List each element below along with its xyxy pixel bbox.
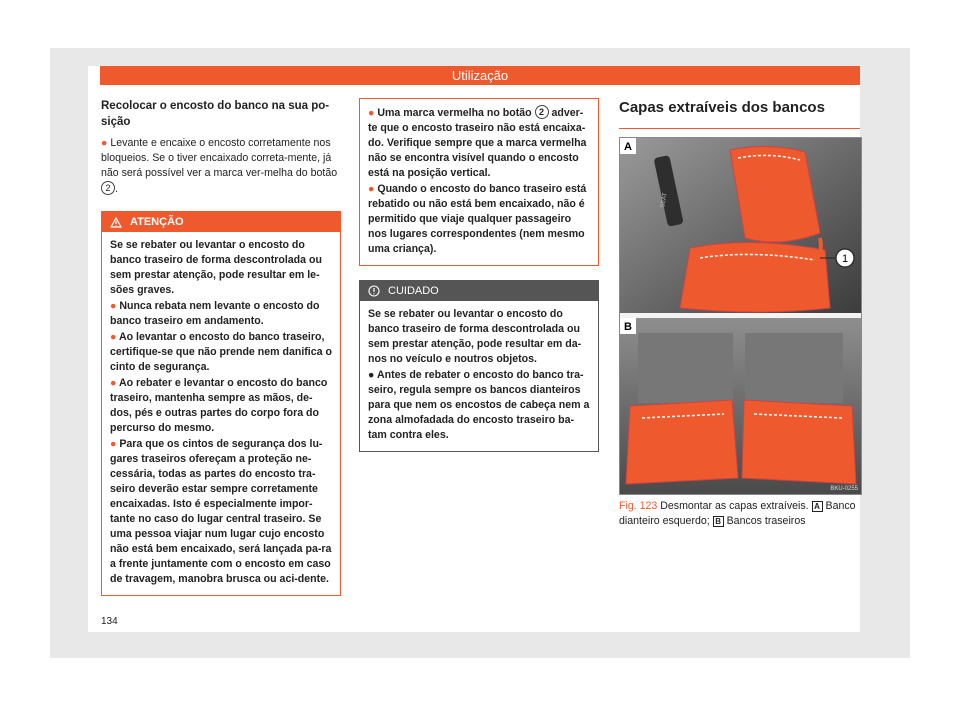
ref-badge: 2 [535,105,549,119]
bullet-icon: ● [368,107,378,119]
warning-body [102,232,340,595]
figure-number: Fig. 123 [619,500,658,512]
bullet-icon: ● [110,331,119,343]
callout-number: 1 [841,253,849,265]
column-3 [619,98,860,529]
warning-title: ATENÇÃO [130,216,184,228]
caution-intro: Se se rebater ou levantar o encosto do banco traseiro de forma descontrolada ou sem prestar atenção, pode resultar em da-nos no veículo e noutros objetos. [368,308,582,365]
bullet-icon: ● [110,300,120,312]
section-heading: Recolocar o encosto do banco na sua po-sição [101,100,330,128]
info-circle-icon [368,285,380,297]
label-a: A [624,141,632,153]
caution-item: ● Antes de rebater o encosto do banco tra-seiro, regula sempre os bancos dianteiros para que nem os encostos de cabeça nem a zona almofadada do encosto traseiro ba-tam contra eles. [368,369,590,441]
seat-illustration [620,138,861,494]
rear-cushion-left [626,400,738,484]
ref-badge: 2 [101,181,115,195]
caution-body [360,301,598,451]
warning-box [101,211,341,596]
section-title: Capas extraíveis dos bancos [619,98,860,129]
warning-triangle-icon [110,217,122,228]
warning-header [102,212,340,232]
warning-item: ● Para que os cintos de segurança dos lu-gares traseiros ofereçam a proteção ne-cessária, todas as partes do encosto tra-seiro deverão estar sempre corretamente encaixadas. Isto é especialmente impor-tante no caso do lugar central traseiro. Se uma pessoa viajar num lugar cujo encosto não está bem encaixado, será lançada pa-ra a frente juntamente com o encosto em caso de travagem, manobra brusca ou aci-dente. [110,438,332,585]
column-2 [359,98,599,452]
rear-cushion-right [742,400,856,484]
warning-body-continued [360,99,598,265]
rear-seat-back-left [638,333,733,403]
bullet-icon: ● [368,183,378,195]
bullet-icon: ● [101,137,108,149]
bullet-icon: ● [368,369,377,381]
section-header: Utilização [100,66,860,85]
caution-title: CUIDADO [388,285,439,297]
figure-seat-covers [619,137,862,495]
figure-caption: Fig. 123 Desmontar as capas extraíveis. A Banco dianteiro esquerdo; B Bancos traseiros [619,500,856,527]
warning-item: ● Ao levantar o encosto do banco traseiro, certifique-se que não prende nem danifica o cinto de segurança. [110,331,332,373]
warning-item: ● Uma marca vermelha no botão 2 adver-te que o encosto traseiro não está encaixa-do. Verifique sempre que a marca vermelha não se encontra visível quando o encosto está na posição vertical. [368,107,587,179]
warning-intro: Se se rebater ou levantar o encosto do banco traseiro de forma descontrolada ou sem prestar atenção, pode resultar em le-sões graves. [110,239,322,296]
letter-box-b: B [713,516,724,527]
label-b: B [624,321,632,333]
paragraph-instruction: ● Levante e encaixe o encosto corretamente nos bloqueios. Se o tiver encaixado correta-mente, já não será possível ver a marca ver-melha do botão 2 . [101,137,338,195]
warning-item: ● Nunca rebata nem levante o encosto do banco traseiro em andamento. [110,300,320,327]
caution-box [359,280,599,452]
column-1 [101,98,341,596]
page-number: 134 [101,616,118,627]
figure-code: BKU-0255 [830,486,858,492]
bullet-icon: ● [110,377,119,389]
bullet-icon: ● [110,438,120,450]
letter-box-a: A [812,501,823,512]
warning-item: ● Quando o encosto do banco traseiro está rebatido ou não está bem encaixado, não é permitido que viaje qualquer passageiro nos lugares correspondentes (nem mesmo uma criança). [368,183,587,255]
warning-box-continued [359,98,599,266]
caution-header [360,281,598,301]
seat-logo-text: SEAT [660,192,669,209]
rear-seat-back-right [745,333,843,403]
front-seat-back [730,146,820,242]
warning-item: ● Ao rebater e levantar o encosto do banco traseiro, mantenha sempre as mãos, de-dos, pés e outras partes do corpo fora do percurso do mesmo. [110,377,328,434]
front-seat-cushion [680,242,830,312]
